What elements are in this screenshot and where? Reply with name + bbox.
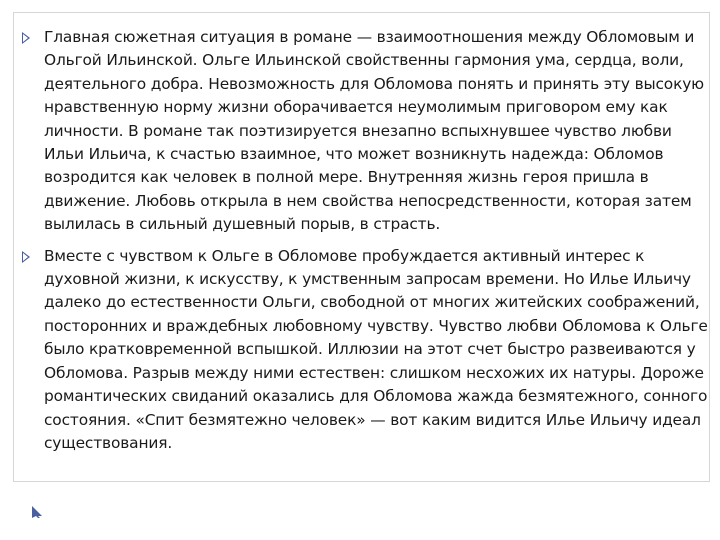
slide-content (20, 26, 710, 463)
triangle-bullet-icon (22, 251, 30, 263)
triangle-bullet-icon (22, 32, 30, 44)
bullet-lead-1: Главная сюжетная ситуация в романе (44, 28, 352, 46)
bullet-text-2: Вместе с чувством к Ольге в Обломове пробуждается активный интерес к духовной жизни, к искусству, к умственным запросам времени. Но Илье Ильичу далеко до естественности Ольги, свободной от многих житейских соображений, посторонних и враждебных любовному чувству. Чувство любви Обломова к Ольге было кратковременной вспышкой. Иллюзии на этот счет быстро развеиваются у Обломова. Разрыв между ними естествен: слишком несхожих их натуры. Дороже романтических свиданий оказались для Обломова жажда безмятежного, сонного состояния. «Спит безмятежно человек» — вот каким видится Илье Ильичу идеал существования. (44, 246, 708, 452)
arrow-icon[interactable] (30, 505, 44, 519)
bullet-text-1: — взаимоотношения между Обломовым и Ольгой Ильинской. Ольге Ильинской свойственны гармония ума, сердца, воли, деятельного добра. Невозможность для Обломова понять и принять эту высокую нравственную норму жизни оборачивается неумолимым приговором ему как личности. В романе так поэтизируется внезапно вспыхнувшее чувство любви Ильи Ильича, к счастью взаимное, что может возникнуть надежда: Обломов возродится как человек в полной мере. Внутренняя жизнь героя пришла в движение. Любовь открыла в нем свойства непосредственности, которая затем вылилась в сильный душевный порыв, в страсть. (44, 28, 704, 234)
bullet-item-2 (20, 245, 710, 456)
bullet-item-1 (20, 26, 710, 237)
